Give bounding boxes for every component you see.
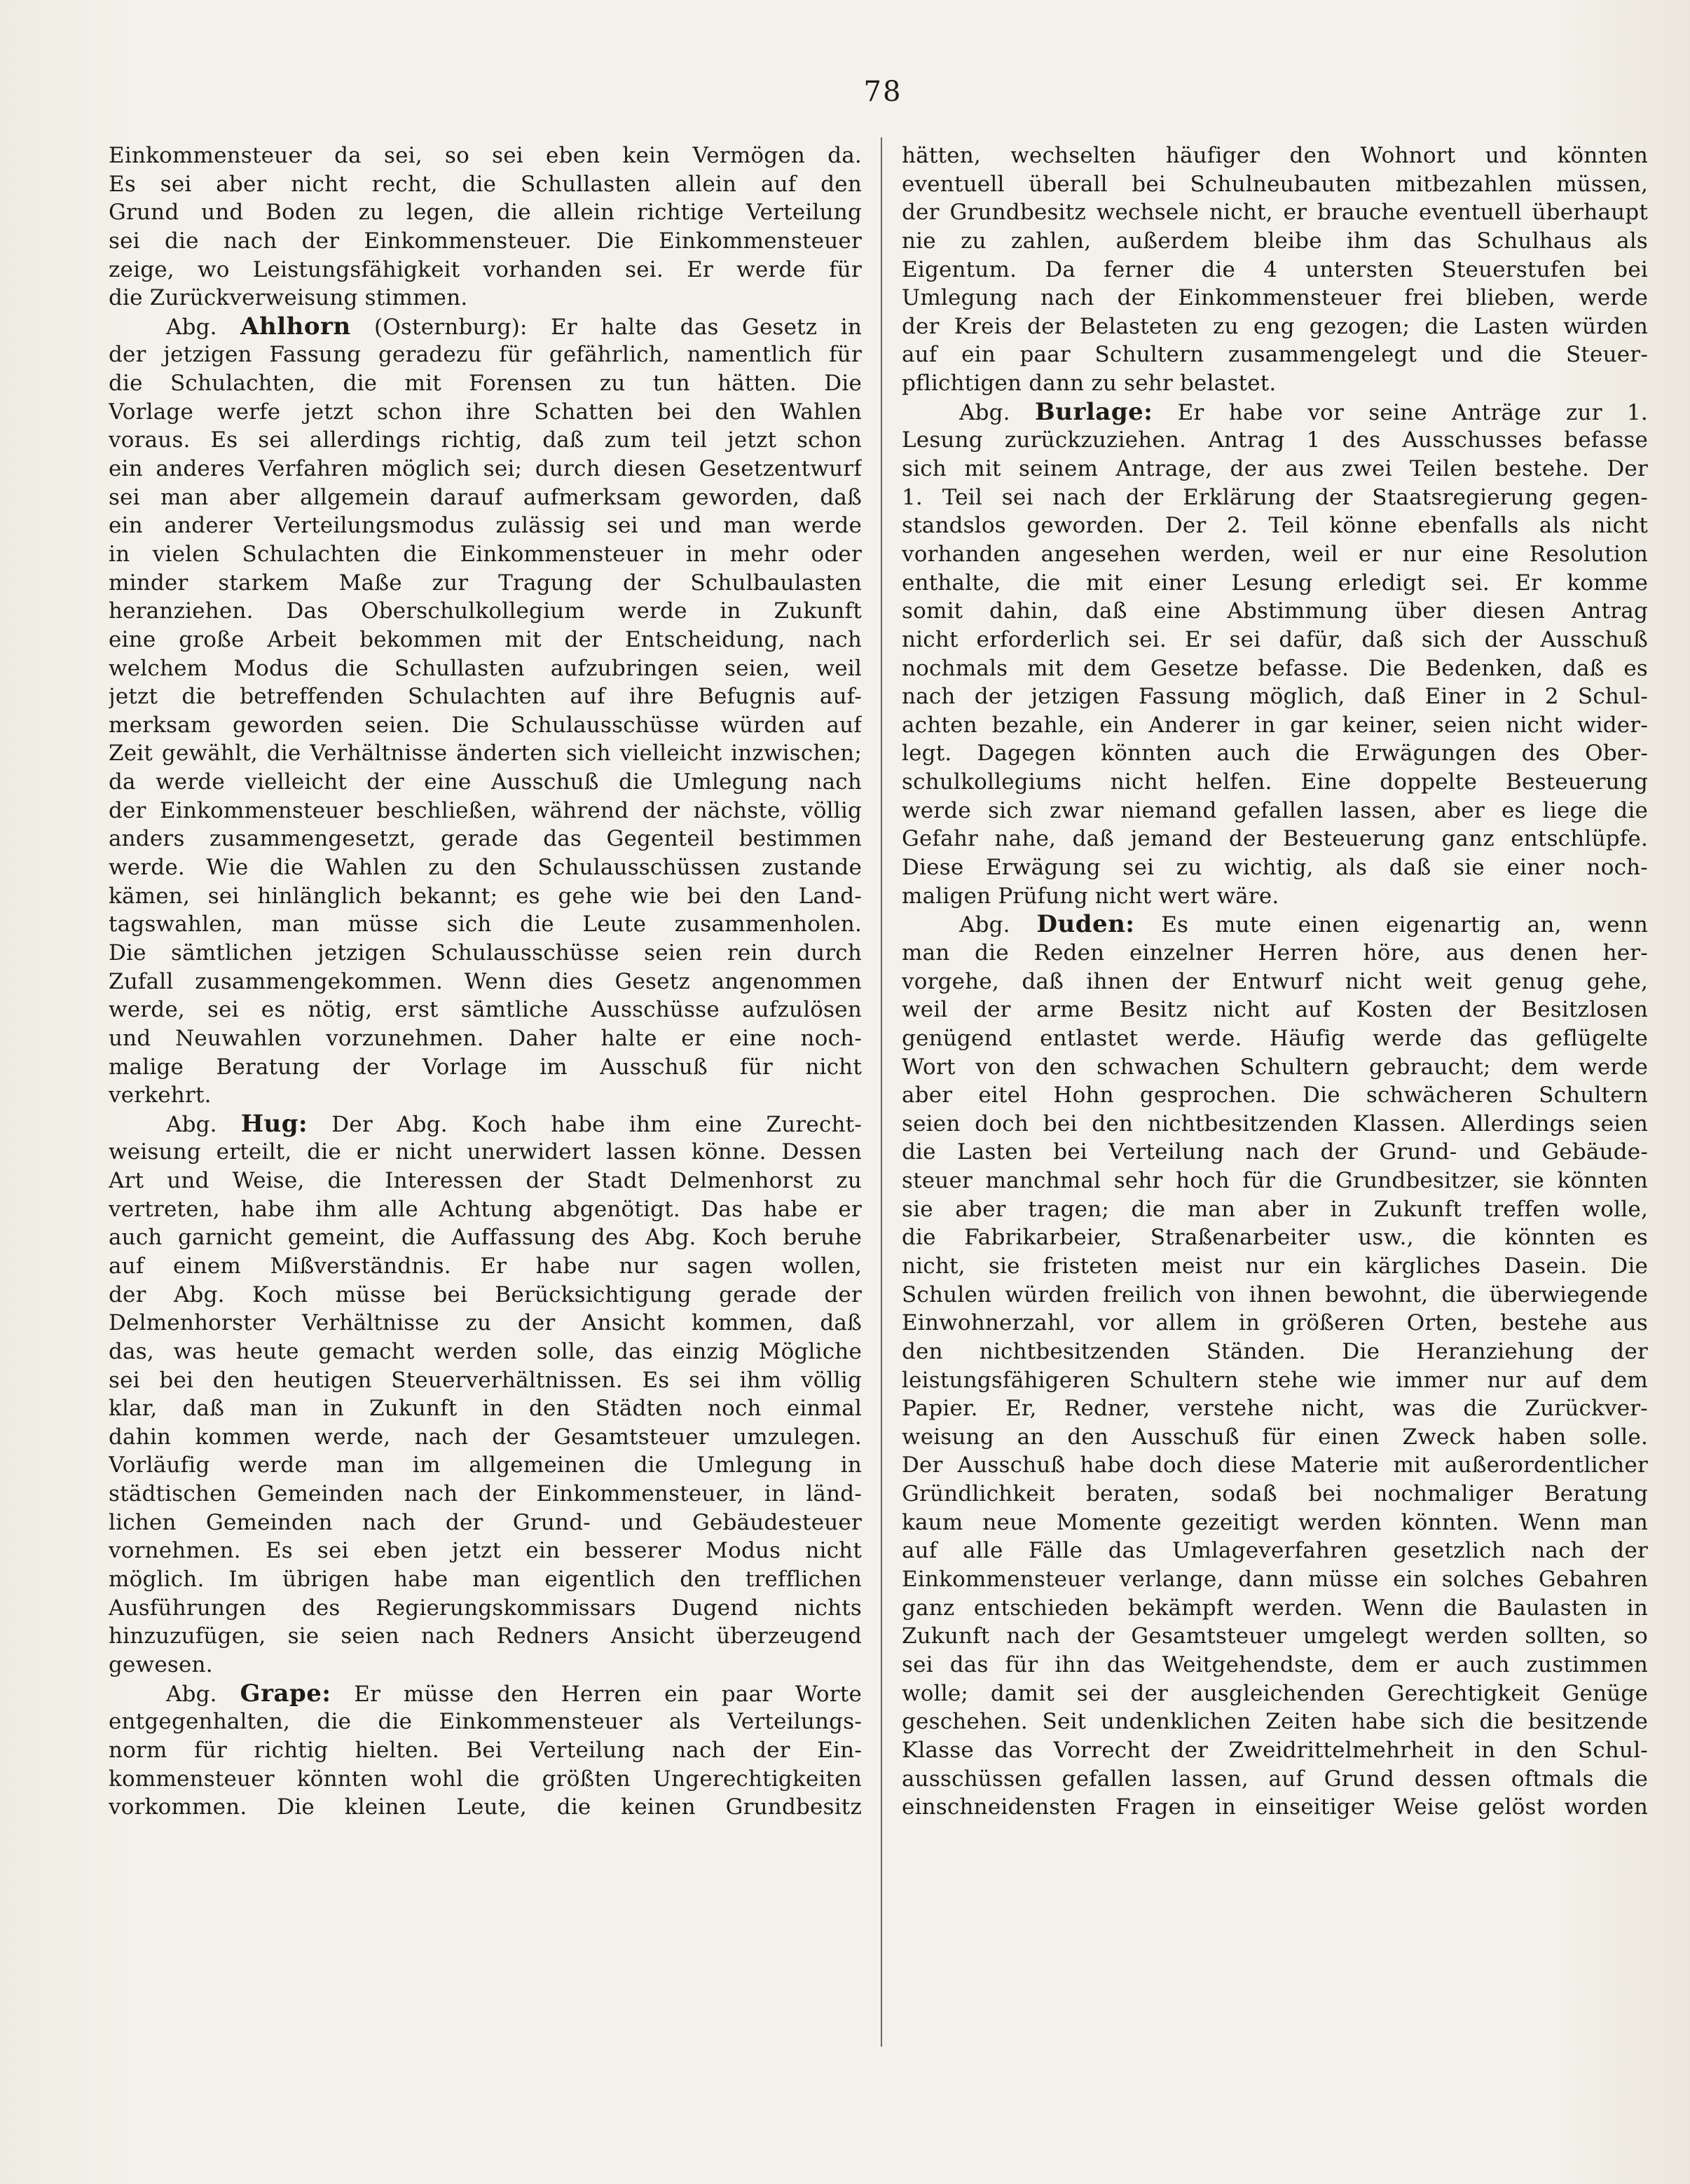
text-line: seien doch bei den nichtbesitzenden Klassen. Allerdings seien bbox=[902, 1111, 1648, 1136]
text-line bbox=[109, 313, 862, 341]
text-line: Umlegung nach der Einkommensteuer frei blieben, werde bbox=[902, 285, 1648, 311]
text-line bbox=[902, 910, 1648, 939]
text-line: weisung an den Ausschuß für einen Zweck haben solle. bbox=[902, 1424, 1648, 1450]
right-text-column bbox=[902, 142, 1648, 1822]
text-line: Lesung zurückzuziehen. Antrag 1 des Ausschusses befasse bbox=[902, 427, 1648, 453]
text-line: nicht erforderlich sei. Er sei dafür, daß sich der Ausschuß bbox=[902, 626, 1648, 652]
text-line: sei das für ihn das Weitgehendste, dem er auch zustimmen bbox=[902, 1651, 1648, 1677]
text-line: ausschüssen gefallen lassen, auf Grund dessen oftmals die bbox=[902, 1766, 1648, 1792]
text-line: nach der jetzigen Fassung möglich, daß Einer in 2 Schul- bbox=[902, 684, 1648, 710]
text-line: die Fabrikarbeier, Straßenarbeiter usw., die könnten es bbox=[902, 1225, 1648, 1251]
text-line: nochmals mit dem Gesetze befasse. Die Bedenken, daß es bbox=[902, 655, 1648, 681]
text-line: Grund und Boden zu legen, die allein richtige Verteilung bbox=[109, 200, 862, 226]
text-line: Delmenhorster Verhältnisse zu der Ansicht kommen, daß bbox=[109, 1310, 862, 1336]
text-line: sich mit seinem Antrage, der aus zwei Teilen bestehe. Der bbox=[902, 456, 1648, 482]
text-line: werde. Wie die Wahlen zu den Schulausschüssen zustande bbox=[109, 855, 862, 881]
text-line: weil der arme Besitz nicht auf Kosten der Besitzlosen bbox=[902, 997, 1648, 1023]
text-line: auf alle Fälle das Umlageverfahren gesetzlich nach der bbox=[902, 1538, 1648, 1564]
text-line bbox=[902, 398, 1648, 427]
text-line: da werde vielleicht der eine Ausschuß die Umlegung nach bbox=[109, 769, 862, 795]
text-line: pflichtigen dann zu sehr belastet. bbox=[902, 371, 1277, 397]
speaker-name: Grape: bbox=[240, 1679, 331, 1708]
speech-text: (Osternburg): Er halte das Gesetz in bbox=[374, 314, 862, 340]
text-line: genügend entlastet werde. Häufig werde das geflügelte bbox=[902, 1025, 1648, 1051]
text-line: hätten, wechselten häufiger den Wohnort und könnten bbox=[902, 143, 1648, 168]
text-line: achten bezahle, ein Anderer in gar keiner, seien nicht wider- bbox=[902, 712, 1648, 738]
text-line: steuer manchmal sehr hoch für die Grundbesitzer, sie könnten bbox=[902, 1168, 1648, 1194]
speech-text: Es mute einen eigenartig an, wenn bbox=[1161, 912, 1648, 938]
text-line: der Abg. Koch müsse bei Berücksichtigung gerade der bbox=[109, 1282, 862, 1307]
text-line: maligen Prüfung nicht wert wäre. bbox=[902, 883, 1279, 909]
text-line: kommensteuer könnten wohl die größten Ungerechtigkeiten bbox=[109, 1766, 862, 1792]
speech-text: Der Abg. Koch habe ihm eine Zurecht- bbox=[331, 1111, 862, 1137]
speaker-prefix: Abg. bbox=[166, 1681, 217, 1707]
text-line: Einwohnerzahl, vor allem in größeren Orten, bestehe aus bbox=[902, 1310, 1648, 1336]
text-line: hinzuzufügen, sie seien nach Redners Ansicht überzeugend bbox=[109, 1623, 862, 1649]
text-line: nie zu zahlen, außerdem bleibe ihm das Schulhaus als bbox=[902, 228, 1648, 254]
text-line: Der Ausschuß habe doch diese Materie mit außerordentlicher bbox=[902, 1452, 1648, 1478]
text-line: vorkommen. Die kleinen Leute, die keinen Grundbesitz bbox=[109, 1794, 862, 1820]
text-line: vorgehe, daß ihnen der Entwurf nicht weit genug gehe, bbox=[902, 968, 1648, 994]
speaker-name: Burlage: bbox=[1035, 397, 1153, 426]
text-line: sei die nach der Einkommensteuer. Die Einkommensteuer bbox=[109, 228, 862, 254]
text-line: legt. Dagegen könnten auch die Erwägungen des Ober- bbox=[902, 741, 1648, 767]
text-line: somit dahin, daß eine Abstimmung über diesen Antrag bbox=[902, 598, 1648, 624]
speaker-name: Duden: bbox=[1036, 910, 1135, 939]
text-line: die Lasten bei Verteilung nach der Grund- und Gebäude- bbox=[902, 1139, 1648, 1165]
text-line: heranziehen. Das Oberschulkollegium werde in Zukunft bbox=[109, 598, 862, 624]
text-line: Ausführungen des Regierungskommissars Dugend nichts bbox=[109, 1595, 862, 1621]
text-line: möglich. Im übrigen habe man eigentlich den trefflichen bbox=[109, 1567, 862, 1593]
text-line: geschehen. Seit undenklichen Zeiten habe sich die besitzende bbox=[902, 1709, 1648, 1735]
speaker-prefix: Abg. bbox=[959, 912, 1010, 938]
text-line: minder starkem Maße zur Tragung der Schulbaulasten bbox=[109, 570, 862, 596]
text-line: malige Beratung der Vorlage im Ausschuß für nicht bbox=[109, 1054, 862, 1080]
text-line: entgegenhalten, die die Einkommensteuer als Verteilungs- bbox=[109, 1709, 862, 1735]
text-line: sei man aber allgemein darauf aufmerksam geworden, daß bbox=[109, 484, 862, 510]
text-line: lichen Gemeinden nach der Grund- und Gebäudesteuer bbox=[109, 1509, 862, 1535]
text-line: nicht, sie fristeten meist nur ein kärgliches Dasein. Die bbox=[902, 1253, 1648, 1279]
text-line: klar, daß man in Zukunft in den Städten noch einmal bbox=[109, 1396, 862, 1422]
text-line: dahin kommen werde, nach der Gesamtsteuer umzulegen. bbox=[109, 1424, 862, 1450]
text-line: Gefahr nahe, daß jemand der Besteuerung ganz entschlüpfe. bbox=[902, 826, 1648, 852]
text-line: verkehrt. bbox=[109, 1083, 212, 1108]
text-line: der Kreis der Belasteten zu eng gezogen; die Lasten würden bbox=[902, 313, 1648, 339]
speaker-prefix: Abg. bbox=[166, 314, 217, 340]
speaker-prefix: Abg. bbox=[959, 399, 1010, 425]
speaker-prefix: Abg. bbox=[166, 1111, 217, 1137]
text-line: in vielen Schulachten die Einkommensteuer in mehr oder bbox=[109, 541, 862, 567]
text-line: der Einkommensteuer beschließen, während der nächste, völlig bbox=[109, 797, 862, 823]
text-line: der jetzigen Fassung geradezu für gefährlich, namentlich für bbox=[109, 342, 862, 368]
text-line: aber eitel Hohn gesprochen. Die schwächeren Schultern bbox=[902, 1083, 1648, 1108]
text-line: gewesen. bbox=[109, 1651, 213, 1677]
text-line: Art und Weise, die Interessen der Stadt Delmenhorst zu bbox=[109, 1168, 862, 1194]
text-line: Einkommensteuer da sei, so sei eben kein Vermögen da. bbox=[109, 143, 862, 168]
text-line: werde, sei es nötig, erst sämtliche Ausschüsse aufzulösen bbox=[109, 997, 862, 1023]
text-line: städtischen Gemeinden nach der Einkommensteuer, in länd- bbox=[109, 1481, 862, 1507]
left-text-column bbox=[109, 142, 862, 1822]
text-line: die Schulachten, die mit Forensen zu tun hätten. Die bbox=[109, 371, 862, 397]
text-line: Zukunft nach der Gesamtsteuer umgelegt werden sollten, so bbox=[902, 1623, 1648, 1649]
text-line: leistungsfähigeren Schultern stehe wie immer nur auf dem bbox=[902, 1367, 1648, 1393]
text-line: Gründlichkeit beraten, sodaß bei nochmaliger Beratung bbox=[902, 1481, 1648, 1507]
speech-text: Er habe vor seine Anträge zur 1. bbox=[1177, 399, 1648, 425]
text-line: kämen, sei hinlänglich bekannt; es gehe wie bei den Land- bbox=[109, 883, 862, 909]
speaker-name: Ahlhorn bbox=[240, 312, 351, 341]
speaker-name: Hug: bbox=[240, 1109, 308, 1138]
text-line: schulkollegiums nicht helfen. Eine doppelte Besteuerung bbox=[902, 769, 1648, 795]
text-line: ein anderer Verteilungsmodus zulässig sei und man werde bbox=[109, 513, 862, 539]
text-line: Schulen würden freilich von ihnen bewohnt, die überwiegende bbox=[902, 1282, 1648, 1307]
text-line: jetzt die betreffenden Schulachten auf ihre Befugnis auf- bbox=[109, 684, 862, 710]
text-line: einschneidensten Fragen in einseitiger Weise gelöst worden bbox=[902, 1794, 1648, 1820]
text-line: Zufall zusammengekommen. Wenn dies Gesetz angenommen bbox=[109, 968, 862, 994]
text-line: werde sich zwar niemand gefallen lassen, aber es liege die bbox=[902, 797, 1648, 823]
text-line: weisung erteilt, die er nicht unerwidert lassen könne. Dessen bbox=[109, 1139, 862, 1165]
text-line: welchem Modus die Schullasten aufzubringen seien, weil bbox=[109, 655, 862, 681]
text-line: norm für richtig hielten. Bei Verteilung nach der Ein- bbox=[109, 1737, 862, 1763]
text-line: auch garnicht gemeint, die Auffassung des Abg. Koch beruhe bbox=[109, 1225, 862, 1251]
text-line: zeige, wo Leistungsfähigkeit vorhanden sei. Er werde für bbox=[109, 256, 862, 282]
text-line: wolle; damit sei der ausgleichenden Gerechtigkeit Genüge bbox=[902, 1680, 1648, 1706]
speech-text: Er müsse den Herren ein paar Worte bbox=[354, 1681, 862, 1707]
text-line: Die sämtlichen jetzigen Schulausschüsse seien rein durch bbox=[109, 940, 862, 966]
column-divider bbox=[881, 137, 882, 2047]
text-line: voraus. Es sei allerdings richtig, daß zum teil jetzt schon bbox=[109, 427, 862, 453]
text-line bbox=[109, 1110, 862, 1139]
text-line: Papier. Er, Redner, verstehe nicht, was die Zurückver- bbox=[902, 1396, 1648, 1422]
text-line: eine große Arbeit bekommen mit der Entscheidung, nach bbox=[109, 626, 862, 652]
text-line: auf ein paar Schultern zusammengelegt und die Steuer- bbox=[902, 342, 1648, 368]
text-line: Klasse das Vorrecht der Zweidrittelmehrheit in den Schul- bbox=[902, 1737, 1648, 1763]
text-line: 1. Teil sei nach der Erklärung der Staatsregierung gegen- bbox=[902, 484, 1648, 510]
text-line: merksam geworden seien. Die Schulausschüsse würden auf bbox=[109, 712, 862, 738]
text-line: enthalte, die mit einer Lesung erledigt sei. Er komme bbox=[902, 570, 1648, 596]
text-line: vertreten, habe ihm alle Achtung abgenötigt. Das habe er bbox=[109, 1196, 862, 1222]
text-line: die Zurückverweisung stimmen. bbox=[109, 285, 468, 311]
text-line: und Neuwahlen vorzunehmen. Daher halte er eine noch- bbox=[109, 1025, 862, 1051]
text-line: tagswahlen, man müsse sich die Leute zusammenholen. bbox=[109, 912, 862, 938]
text-line: Vorlage werfe jetzt schon ihre Schatten bei den Wahlen bbox=[109, 399, 862, 425]
text-line: Vorläufig werde man im allgemeinen die Umlegung in bbox=[109, 1452, 862, 1478]
text-line: Einkommensteuer verlange, dann müsse ein solches Gebahren bbox=[902, 1567, 1648, 1593]
text-line: man die Reden einzelner Herren höre, aus denen her- bbox=[902, 940, 1648, 966]
text-line: eventuell überall bei Schulneubauten mitbezahlen müssen, bbox=[902, 171, 1648, 197]
text-line: Zeit gewählt, die Verhältnisse änderten sich vielleicht inzwischen; bbox=[109, 741, 862, 767]
text-line: standslos geworden. Der 2. Teil könne ebenfalls als nicht bbox=[902, 513, 1648, 539]
text-line: vornehmen. Es sei eben jetzt ein besserer Modus nicht bbox=[109, 1538, 862, 1564]
text-line: kaum neue Momente gezeitigt werden könnten. Wenn man bbox=[902, 1509, 1648, 1535]
text-line: sie aber tragen; die man aber in Zukunft treffen wolle, bbox=[902, 1196, 1648, 1222]
text-line: ein anderes Verfahren möglich sei; durch diesen Gesetzentwurf bbox=[109, 456, 862, 482]
text-line: anders zusammengesetzt, gerade das Gegenteil bestimmen bbox=[109, 826, 862, 852]
text-line: den nichtbesitzenden Ständen. Die Heranziehung der bbox=[902, 1338, 1648, 1364]
text-line: Diese Erwägung sei zu wichtig, als daß sie einer noch- bbox=[902, 855, 1648, 881]
text-line: auf einem Mißverständnis. Er habe nur sagen wollen, bbox=[109, 1253, 862, 1279]
text-line bbox=[109, 1680, 862, 1708]
text-line: das, was heute gemacht werden solle, das einzig Mögliche bbox=[109, 1338, 862, 1364]
text-line: der Grundbesitz wechsele nicht, er brauche eventuell überhaupt bbox=[902, 200, 1648, 226]
page-number: 78 bbox=[863, 76, 902, 108]
text-line: Es sei aber nicht recht, die Schullasten allein auf den bbox=[109, 171, 862, 197]
text-line: ganz entschieden bekämpft werden. Wenn die Baulasten in bbox=[902, 1595, 1648, 1621]
text-line: Wort von den schwachen Schultern gebraucht; dem werde bbox=[902, 1054, 1648, 1080]
text-line: sei bei den heutigen Steuerverhältnissen. Es sei ihm völlig bbox=[109, 1367, 862, 1393]
text-line: vorhanden angesehen werden, weil er nur eine Resolution bbox=[902, 541, 1648, 567]
text-line: Eigentum. Da ferner die 4 untersten Steuerstufen bei bbox=[902, 256, 1648, 282]
